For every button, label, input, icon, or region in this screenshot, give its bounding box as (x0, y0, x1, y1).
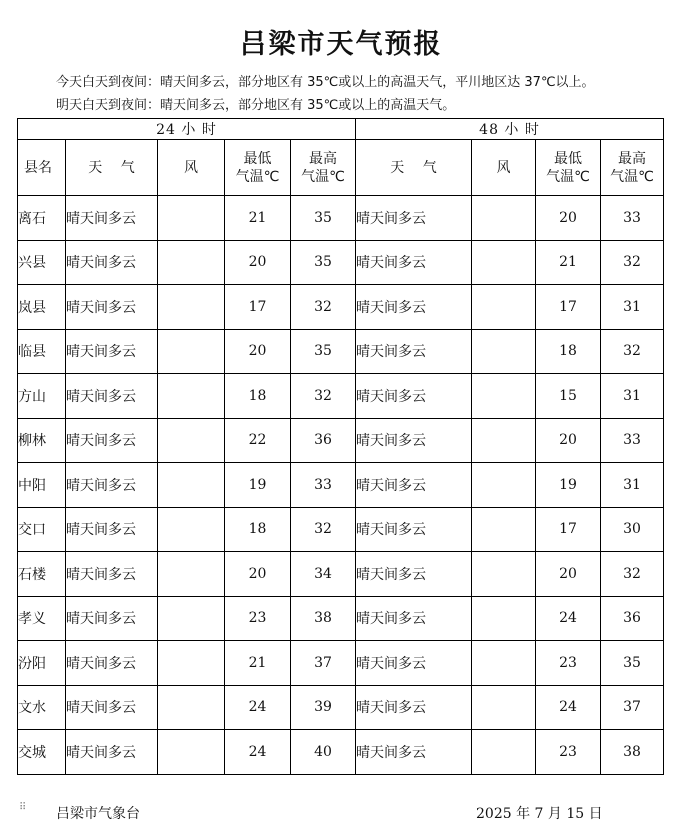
table-row (18, 240, 664, 285)
cell-min-temp-48h: 23 (536, 641, 601, 686)
table-row (18, 552, 664, 597)
cell-county: 临县 (18, 329, 66, 374)
cell-county: 交口 (18, 507, 66, 552)
forecast-table-body (18, 196, 664, 775)
cell-county: 孝义 (18, 596, 66, 641)
cell-weather-24h: 晴天间多云 (66, 507, 158, 552)
cell-weather-48h: 晴天间多云 (356, 285, 472, 330)
cell-max-temp-24h: 35 (291, 196, 356, 241)
cell-weather-48h: 晴天间多云 (356, 507, 472, 552)
cell-wind-48h (472, 329, 536, 374)
cell-min-temp-24h: 18 (225, 507, 291, 552)
cell-min-temp-24h: 20 (225, 240, 291, 285)
table-row (18, 685, 664, 730)
cell-min-temp-48h: 20 (536, 196, 601, 241)
cell-min-temp-48h: 24 (536, 596, 601, 641)
header-max-temp-line2: 气温℃ (610, 168, 654, 185)
table-row (18, 329, 664, 374)
header-county: 县名 (18, 140, 66, 196)
cell-wind-48h (472, 730, 536, 775)
cell-wind-24h (158, 463, 225, 508)
cell-weather-24h: 晴天间多云 (66, 463, 158, 508)
cell-min-temp-24h: 18 (225, 374, 291, 419)
cell-max-temp-48h: 30 (601, 507, 664, 552)
cell-county: 中阳 (18, 463, 66, 508)
cell-min-temp-24h: 21 (225, 641, 291, 686)
cell-wind-24h (158, 418, 225, 463)
cell-max-temp-24h: 35 (291, 329, 356, 374)
cell-min-temp-48h: 21 (536, 240, 601, 285)
tomorrow-summary: 明天白天到夜间：晴天间多云，部分地区有 35℃或以上的高温天气。 (56, 98, 456, 113)
cell-min-temp-24h: 22 (225, 418, 291, 463)
cell-wind-24h (158, 374, 225, 419)
table-row (18, 285, 664, 330)
cell-wind-48h (472, 685, 536, 730)
header-weather-48h: 天 气 (356, 140, 472, 196)
table-row (18, 374, 664, 419)
cell-max-temp-24h: 36 (291, 418, 356, 463)
cell-wind-48h (472, 641, 536, 686)
cell-wind-48h (472, 596, 536, 641)
today-summary: 今天白天到夜间：晴天间多云，部分地区有 35℃或以上的高温天气，平川地区达 37℃以上。 (56, 75, 595, 90)
cell-wind-48h (472, 463, 536, 508)
cell-wind-24h (158, 507, 225, 552)
cell-weather-48h: 晴天间多云 (356, 374, 472, 419)
cell-weather-24h: 晴天间多云 (66, 552, 158, 597)
cell-min-temp-24h: 23 (225, 596, 291, 641)
cell-max-temp-48h: 32 (601, 240, 664, 285)
cell-max-temp-48h: 31 (601, 374, 664, 419)
cell-wind-24h (158, 196, 225, 241)
cell-max-temp-24h: 33 (291, 463, 356, 508)
cell-max-temp-48h: 36 (601, 596, 664, 641)
cell-min-temp-24h: 24 (225, 730, 291, 775)
cell-weather-48h: 晴天间多云 (356, 730, 472, 775)
cell-min-temp-48h: 17 (536, 285, 601, 330)
cell-weather-24h: 晴天间多云 (66, 240, 158, 285)
cell-weather-48h: 晴天间多云 (356, 463, 472, 508)
cell-weather-24h: 晴天间多云 (66, 596, 158, 641)
cell-weather-48h: 晴天间多云 (356, 196, 472, 241)
cell-weather-24h: 晴天间多云 (66, 730, 158, 775)
cell-wind-48h (472, 374, 536, 419)
header-max-temp-48h (601, 140, 664, 196)
cell-max-temp-24h: 35 (291, 240, 356, 285)
cell-weather-48h: 晴天间多云 (356, 418, 472, 463)
table-row (18, 596, 664, 641)
cell-max-temp-48h: 32 (601, 552, 664, 597)
footer-date: 2025 年 7 月 15 日 (476, 806, 603, 822)
table-row (18, 196, 664, 241)
cell-weather-24h: 晴天间多云 (66, 329, 158, 374)
cell-max-temp-24h: 37 (291, 641, 356, 686)
cell-max-temp-48h: 31 (601, 463, 664, 508)
cell-max-temp-24h: 32 (291, 285, 356, 330)
cell-weather-48h: 晴天间多云 (356, 552, 472, 597)
cell-wind-48h (472, 240, 536, 285)
cell-county: 兴县 (18, 240, 66, 285)
cell-max-temp-48h: 33 (601, 418, 664, 463)
cell-min-temp-24h: 21 (225, 196, 291, 241)
cell-county: 柳林 (18, 418, 66, 463)
table-row (18, 730, 664, 775)
cell-weather-24h: 晴天间多云 (66, 418, 158, 463)
cell-county: 石楼 (18, 552, 66, 597)
page-title: 吕梁市天气预报 (239, 29, 443, 60)
table-row (18, 507, 664, 552)
cell-max-temp-48h: 32 (601, 329, 664, 374)
cell-min-temp-48h: 15 (536, 374, 601, 419)
cell-max-temp-24h: 40 (291, 730, 356, 775)
cell-min-temp-48h: 23 (536, 730, 601, 775)
cell-max-temp-48h: 35 (601, 641, 664, 686)
header-wind-24h: 风 (158, 140, 225, 196)
cell-wind-24h (158, 240, 225, 285)
cell-max-temp-48h: 37 (601, 685, 664, 730)
cell-wind-48h (472, 507, 536, 552)
cell-wind-24h (158, 285, 225, 330)
cell-max-temp-48h: 33 (601, 196, 664, 241)
header-min-temp-48h (536, 140, 601, 196)
header-weather-24h: 天 气 (66, 140, 158, 196)
cell-min-temp-24h: 17 (225, 285, 291, 330)
header-min-temp-line1: 最低 (243, 150, 272, 167)
header-min-temp-line2: 气温℃ (546, 168, 590, 185)
header-min-temp-line2: 气温℃ (235, 168, 280, 185)
cell-min-temp-48h: 18 (536, 329, 601, 374)
header-wind-48h: 风 (472, 140, 536, 196)
cell-max-temp-24h: 32 (291, 374, 356, 419)
cell-wind-48h (472, 196, 536, 241)
drag-handle-icon: ⠿ (19, 802, 28, 813)
cell-min-temp-24h: 20 (225, 329, 291, 374)
table-row (18, 418, 664, 463)
cell-weather-48h: 晴天间多云 (356, 596, 472, 641)
cell-weather-48h: 晴天间多云 (356, 641, 472, 686)
cell-wind-24h (158, 685, 225, 730)
cell-county: 方山 (18, 374, 66, 419)
header-max-temp-line1: 最高 (618, 150, 647, 167)
cell-county: 交城 (18, 730, 66, 775)
cell-wind-48h (472, 285, 536, 330)
cell-min-temp-24h: 19 (225, 463, 291, 508)
table-row (18, 641, 664, 686)
cell-county: 文水 (18, 685, 66, 730)
cell-min-temp-24h: 24 (225, 685, 291, 730)
cell-max-temp-48h: 31 (601, 285, 664, 330)
header-max-temp-24h (291, 140, 356, 196)
cell-wind-24h (158, 641, 225, 686)
cell-weather-24h: 晴天间多云 (66, 685, 158, 730)
forecast-table (17, 118, 664, 775)
cell-min-temp-48h: 17 (536, 507, 601, 552)
cell-wind-48h (472, 418, 536, 463)
cell-max-temp-24h: 39 (291, 685, 356, 730)
header-max-temp-line2: 气温℃ (301, 168, 345, 185)
table-row (18, 463, 664, 508)
cell-max-temp-24h: 32 (291, 507, 356, 552)
header-min-temp-line1: 最低 (554, 150, 582, 167)
cell-min-temp-24h: 20 (225, 552, 291, 597)
header-min-temp-24h (225, 140, 291, 196)
group-header-48h: 48 小 时 (356, 119, 664, 140)
cell-min-temp-48h: 20 (536, 418, 601, 463)
cell-max-temp-48h: 38 (601, 730, 664, 775)
header-max-temp-line1: 最高 (309, 150, 337, 167)
cell-min-temp-48h: 19 (536, 463, 601, 508)
cell-county: 岚县 (18, 285, 66, 330)
cell-county: 离石 (18, 196, 66, 241)
cell-max-temp-24h: 38 (291, 596, 356, 641)
cell-weather-24h: 晴天间多云 (66, 196, 158, 241)
cell-weather-24h: 晴天间多云 (66, 285, 158, 330)
cell-wind-48h (472, 552, 536, 597)
cell-weather-48h: 晴天间多云 (356, 329, 472, 374)
cell-weather-48h: 晴天间多云 (356, 685, 472, 730)
cell-weather-24h: 晴天间多云 (66, 641, 158, 686)
cell-min-temp-48h: 24 (536, 685, 601, 730)
cell-wind-24h (158, 552, 225, 597)
cell-wind-24h (158, 596, 225, 641)
cell-weather-48h: 晴天间多云 (356, 240, 472, 285)
cell-wind-24h (158, 329, 225, 374)
cell-max-temp-24h: 34 (291, 552, 356, 597)
cell-min-temp-48h: 20 (536, 552, 601, 597)
cell-weather-24h: 晴天间多云 (66, 374, 158, 419)
cell-county: 汾阳 (18, 641, 66, 686)
group-header-24h: 24 小 时 (18, 119, 356, 140)
cell-wind-24h (158, 730, 225, 775)
footer-organization: 吕梁市气象台 (56, 806, 140, 822)
